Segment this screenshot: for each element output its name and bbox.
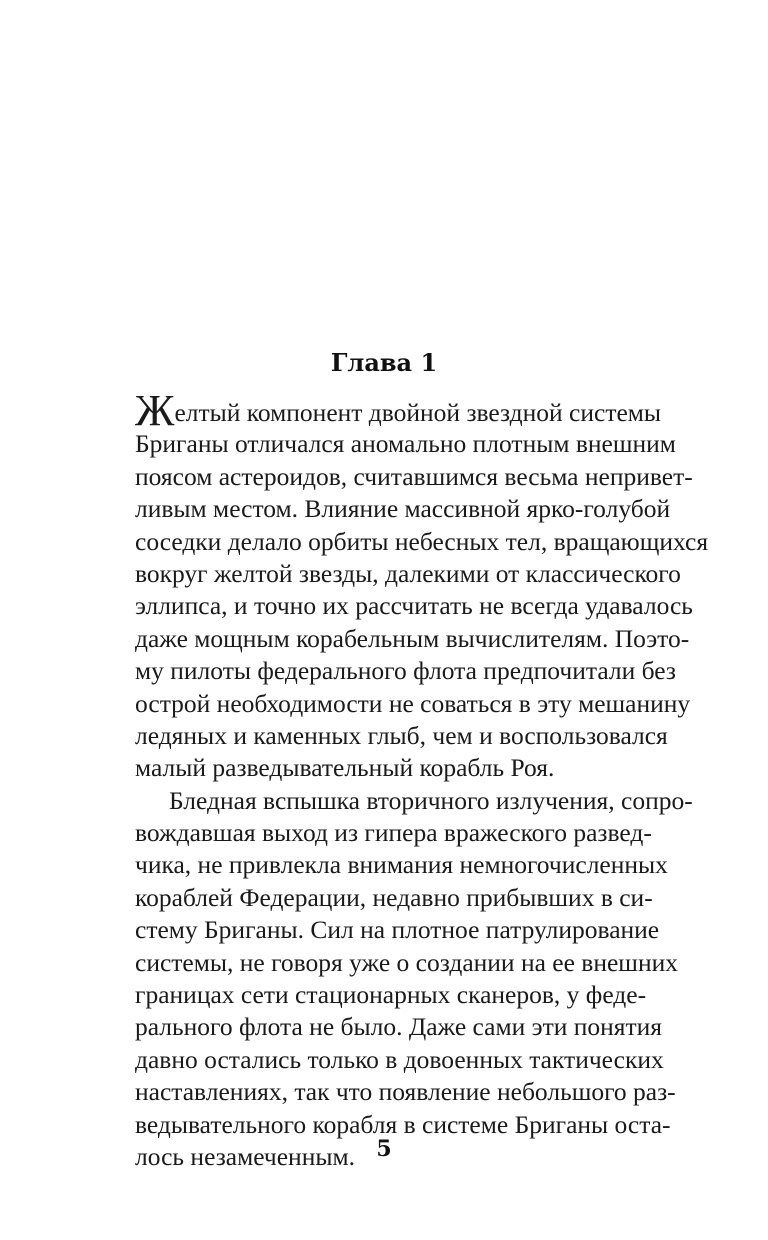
text-line: острой необходимости не соваться в эту мешанину [135, 688, 691, 718]
text-line: Бледная вспышка вторичного излучения, сопро- [169, 785, 693, 815]
paragraph-2 [135, 785, 693, 1174]
paragraph-1 [135, 386, 709, 785]
text-line: Желтый компонент двойной звездной системы [135, 386, 662, 435]
text-line: вокруг желтой звезды, далекими от классического [135, 558, 681, 588]
text-line: стему Бриганы. Сил на плотное патрулирование [135, 915, 660, 945]
text-line: ледяных и каменных глыб, чем и воспользовался [135, 720, 668, 750]
text-line: границах сети стационарных сканеров, у феде- [135, 980, 647, 1010]
chapter-title: Глава 1 [330, 348, 438, 377]
text-line: системы, не говоря уже о создании на ее внешних [135, 947, 678, 977]
text-line: Бриганы отличался аномально плотным внешним [135, 429, 676, 459]
text-line: наставлениях, так что появление небольшого раз- [135, 1077, 676, 1107]
drop-cap: Ж [135, 386, 175, 435]
text-line: кораблей Федерации, недавно прибывших в си- [135, 882, 653, 912]
text-line: ливым местом. Влияние массивной ярко-голубой [135, 494, 671, 524]
text-line: лось незамеченным. [135, 1141, 355, 1171]
page-number: 5 [376, 1136, 392, 1162]
text-line: вождавшая выход из гипера вражеского развед- [135, 818, 652, 848]
text-line: ведывательного корабля в системе Бриганы оста- [135, 1109, 671, 1139]
text-line: рального флота не было. Даже сами эти понятия [135, 1012, 663, 1042]
text-line: му пилоты федерального флота предпочитали без [135, 656, 676, 686]
text-line: эллипса, и точно их рассчитать не всегда удавалось [135, 591, 693, 621]
text-line: чика, не привлекла внимания немногочисленных [135, 850, 668, 880]
chapter-body [135, 386, 709, 1173]
text-line: давно остались только в довоенных тактических [135, 1044, 664, 1074]
text-line: поясом астероидов, считавшимся весьма непривет- [135, 461, 693, 491]
text-line: соседки делало орбиты небесных тел, вращающихся [135, 526, 709, 556]
text-line: малый разведывательный корабль Роя. [135, 753, 555, 783]
text-line: даже мощным корабельным вычислителям. Поэто- [135, 623, 690, 653]
